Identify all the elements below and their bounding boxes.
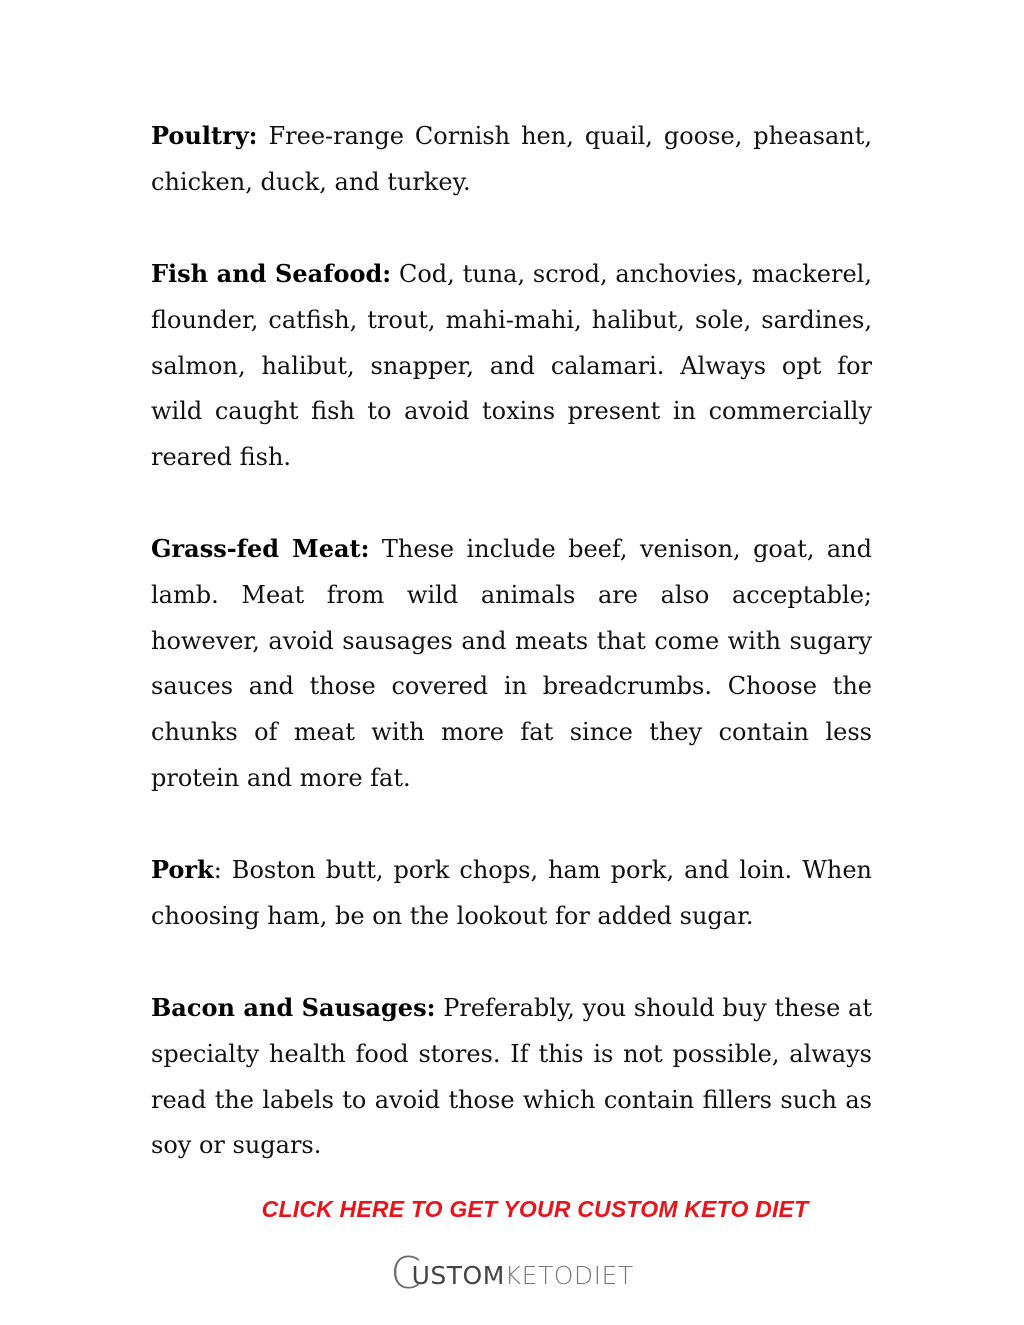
- customketodiet-logo: [0, 1248, 1024, 1299]
- grass-fed-meat-heading: Grass-fed Meat:: [151, 534, 370, 564]
- logo-ketodiet-text: KETODIET: [504, 1260, 634, 1290]
- document-body: [151, 113, 872, 1215]
- grass-fed-meat-text: These include beef, venison, goat, and lamb. Meat from wild animals are also acceptable; however, avoid sausages and meats that come with sugary sauces and those covered in breadcrumbs. Choose the chunks of meat with more fat since they contain less protein and more fat.: [151, 535, 872, 792]
- bacon-sausages-heading: Bacon and Sausages:: [151, 993, 436, 1023]
- custom-keto-diet-cta-link[interactable]: CLICK HERE TO GET YOUR CUSTOM KETO DIET: [261, 1196, 809, 1222]
- poultry-heading: Poultry:: [151, 121, 258, 150]
- fish-seafood-heading: Fish and Seafood:: [151, 259, 392, 289]
- poultry-text: Free-range Cornish hen, quail, goose, pheasant, chicken, duck, and turkey.: [151, 122, 872, 196]
- fish-seafood-paragraph: [151, 251, 872, 481]
- bacon-sausages-text: Preferably, you should buy these at specialty health food stores. If this is not possible, always read the labels to avoid those which contain fillers such as soy or sugars.: [151, 994, 872, 1160]
- poultry-paragraph: [151, 113, 872, 205]
- pork-paragraph: [151, 847, 872, 939]
- fish-seafood-text: Cod, tuna, scrod, anchovies, mackerel, flounder, catfish, trout, mahi-mahi, halibut, sole, sardines, salmon, halibut, snapper, and calamari. Always opt for wild caught fish to avoid toxins present in commercially reared fish.: [151, 260, 872, 471]
- pork-text: : Boston butt, pork chops, ham pork, and loin. When choosing ham, be on the lookout for added sugar.: [151, 856, 872, 930]
- bacon-sausages-paragraph: [151, 985, 872, 1169]
- logo-custom-text: USTOM: [411, 1260, 505, 1290]
- logo-c-mark: C: [390, 1248, 422, 1299]
- pork-heading: Pork: [151, 855, 214, 885]
- grass-fed-meat-paragraph: [151, 526, 872, 801]
